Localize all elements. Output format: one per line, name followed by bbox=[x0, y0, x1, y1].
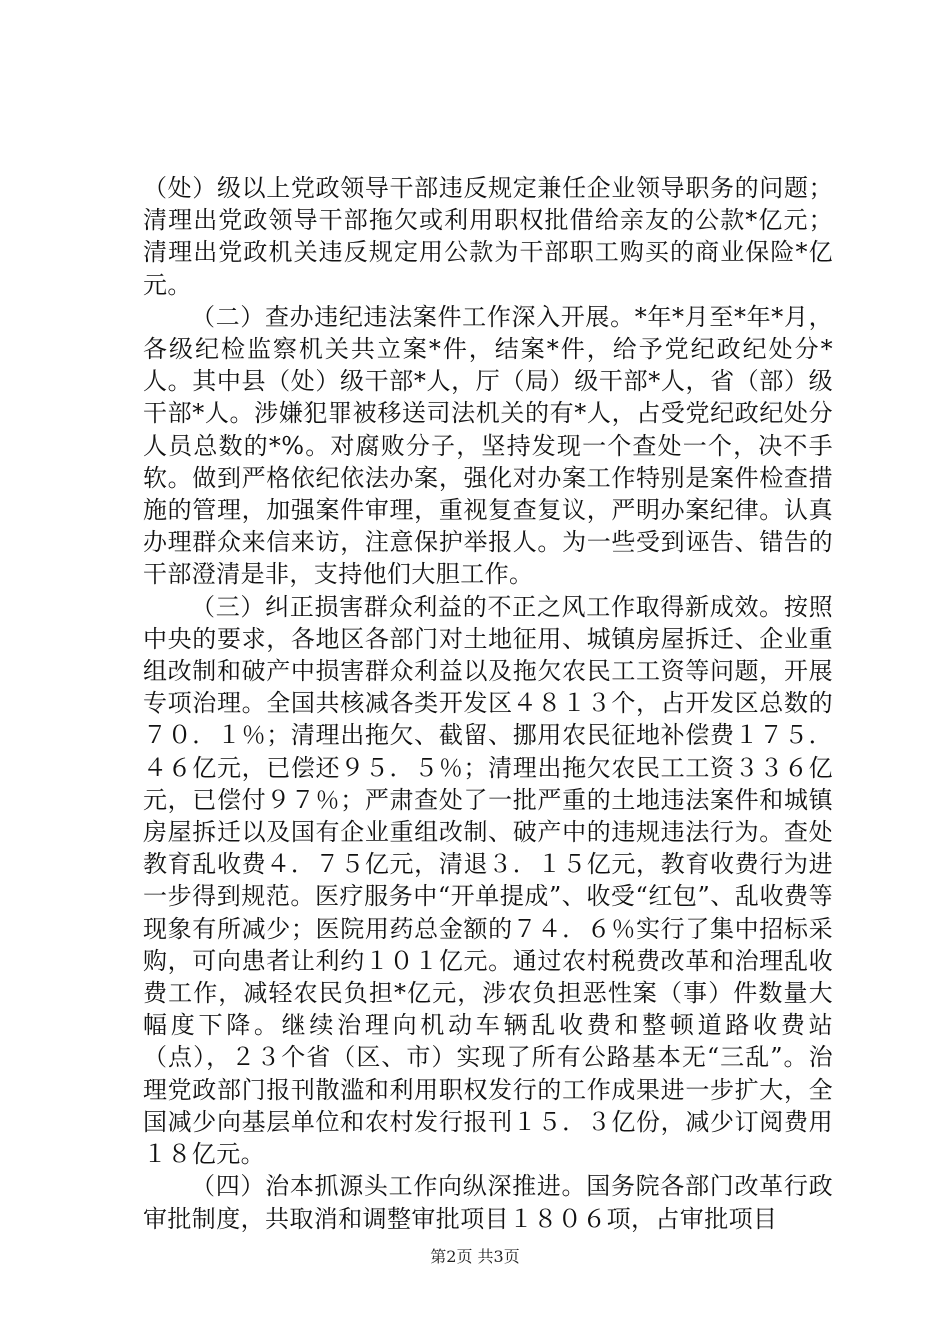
page-footer bbox=[0, 1247, 950, 1267]
paragraph-section-four: （四）治本抓源头工作向纵深推进。国务院各部门改革行政审批制度，共取消和调整审批项目１８０６项，占审批项目 bbox=[143, 1172, 833, 1233]
document-body bbox=[143, 172, 833, 1235]
paragraph-section-three: （三）纠正损害群众利益的不正之风工作取得新成效。按照中央的要求，各地区各部门对土地征用、城镇房屋拆迁、企业重组改制和破产中损害群众利益以及拖欠农民工工资等问题，开展专项治理。全国共核减各类开发区４８１３个，占开发区总数的７０．１％；清理出拖欠、截留、挪用农民征地补偿费１７５．４６亿元，已偿还９５．５％；清理出拖欠农民工工资３３６亿元，已偿付９７％；严肃查处了一批严重的土地违法案件和城镇房屋拆迁以及国有企业重组改制、破产中的违规违法行为。查处教育乱收费４．７５亿元，清退３．１５亿元，教育收费行为进一步得到规范。医疗服务中“开单提成”、收受“红包”、乱收费等现象有所减少；医院用药总金额的７４．６％实行了集中招标采购，可向患者让利约１０１亿元。通过农村税费改革和治理乱收费工作，减轻农民负担*亿元，涉农负担恶性案（事）件数量大幅度下降。继续治理向机动车辆乱收费和整顿道路收费站（点），２３个省（区、市）实现了所有公路基本无“三乱”。治理党政部门报刊散滥和利用职权发行的工作成果进一步扩大，全国减少向基层单位和农村发行报刊１５．３亿份，减少订阅费用１８亿元。 bbox=[143, 592, 833, 1169]
paragraph-continued: （处）级以上党政领导干部违反规定兼任企业领导职务的问题；清理出党政领导干部拖欠或利用职权批借给亲友的公款*亿元；清理出党政机关违反规定用公款为干部职工购买的商业保险*亿元。 bbox=[143, 174, 833, 299]
page-number-label: 第2页 共3页 bbox=[430, 1247, 520, 1266]
paragraph-section-two: （二）查办违纪违法案件工作深入开展。*年*月至*年*月，各级纪检监察机关共立案*件，结案*件，给予党纪政纪处分*人。其中县（处）级干部*人，厅（局）级干部*人，省（部）级干部*人。涉嫌犯罪被移送司法机关的有*人，占受党纪政纪处分人员总数的*%。对腐败分子，坚持发现一个查处一个，决不手软。做到严格依纪依法办案，强化对办案工作特别是案件检查措施的管理，加强案件审理，重视复查复议，严明办案纪律。认真办理群众来信来访，注意保护举报人。为一些受到诬告、错告的干部澄清是非，支持他们大胆工作。 bbox=[143, 302, 833, 589]
